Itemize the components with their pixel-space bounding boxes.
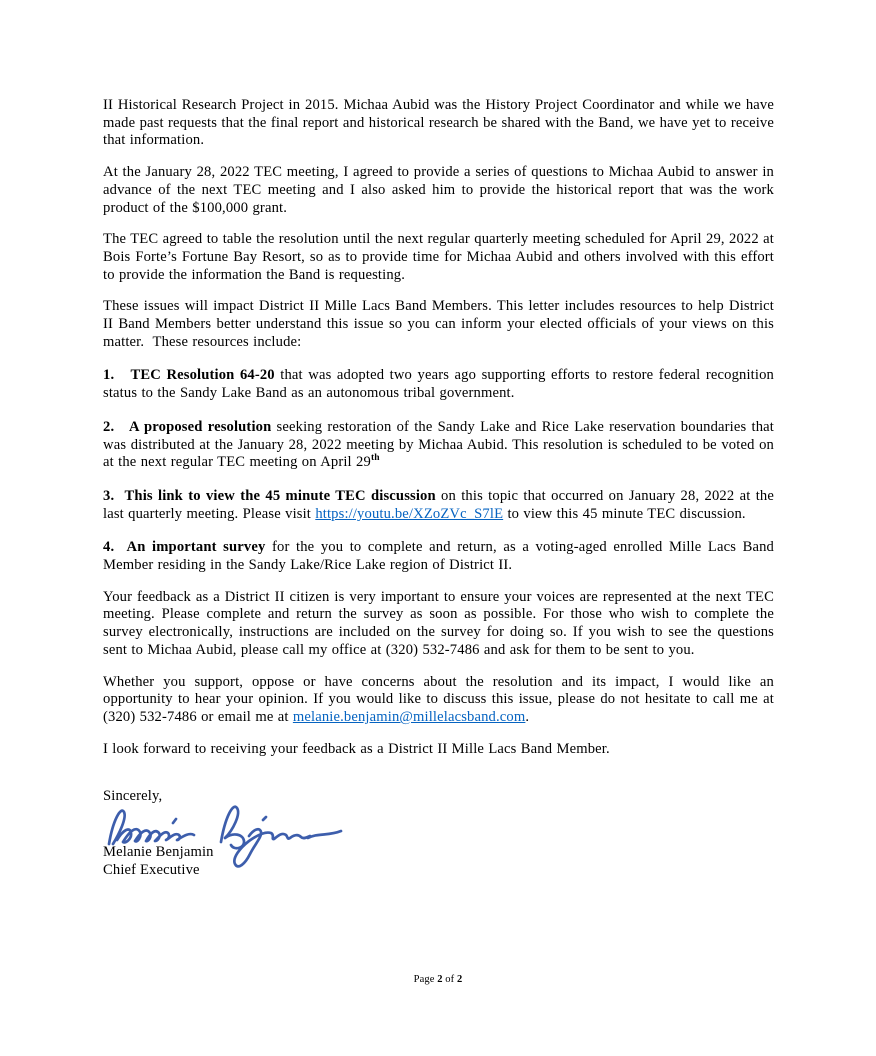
- youtube-link[interactable]: https://youtu.be/XZoZVc_S7lE: [315, 505, 504, 522]
- paragraph-3: [103, 231, 774, 284]
- footer-total-pages: 2: [456, 974, 463, 985]
- footer-current-page: 2: [437, 974, 443, 985]
- page-footer: [0, 974, 876, 985]
- list-item-4: [103, 539, 774, 574]
- paragraph-6: [103, 674, 774, 727]
- letter-body: [103, 97, 774, 880]
- text-run: The TEC agreed to table the resolution until the next regular quarterly meeting scheduled for April 29, 2022 at Bois Forte’s Fortune Bay Resort, so as to provide time for Michaa Aubid and others involved with this effort to provide the information the Band is requesting.: [103, 231, 774, 283]
- footer-page-label: Page: [413, 974, 438, 985]
- text-run: Whether you support, oppose or have concerns about the resolution and its impact, I would like an opportunity to hear your opinion. If you would like to discuss this issue, please do not hesitate to call me at (320) 532-7486 or email me at: [103, 673, 774, 725]
- signer-title: Chief Executive: [103, 861, 200, 878]
- text-run: seeking restoration of the Sandy Lake and Rice Lake reservation boundaries that was distributed at the January 28, 2022 meeting by Michaa Aubid. This resolution is scheduled to be voted on at the next regular TEC meeting on April 29: [103, 418, 774, 471]
- text-run: .: [525, 708, 530, 725]
- closing-salutation: Sincerely,: [103, 788, 163, 805]
- closing-block: [103, 788, 774, 879]
- list-item-2: [103, 419, 774, 472]
- text-run: th: [370, 453, 380, 464]
- paragraph-1: [103, 97, 774, 150]
- text-run: on this topic that occurred on January 28, 2022 at the last quarterly meeting. Please visit: [103, 487, 774, 522]
- text-run: that was adopted two years ago supporting efforts to restore federal recognition status to the Sandy Lake Band as an autonomous tribal government.: [103, 367, 774, 402]
- paragraph-7: [103, 741, 774, 759]
- text-run: 2. A proposed resolution: [103, 418, 272, 435]
- text-run: Your feedback as a District II citizen is very important to ensure your voices are represented at the next TEC meeting. Please complete and return the survey as soon as possible. For those who wish to complete the survey electronically, instructions are included on the survey for doing so. If you wish to see the questions sent to Michaa Aubid, please call my office at (320) 532-7486 and ask for them to be sent to you.: [103, 588, 774, 658]
- email-link[interactable]: melanie.benjamin@millelacsband.com: [292, 708, 526, 725]
- list-item-3: [103, 488, 774, 523]
- footer-of-label: of: [442, 974, 457, 985]
- text-run: 3. This link to view the 45 minute TEC discussion: [103, 487, 436, 504]
- text-run: II Historical Research Project in 2015. Michaa Aubid was the History Project Coordinator and while we have made past requests that the final report and historical research be shared with the Band, we have yet to receive that information.: [103, 97, 774, 149]
- paragraph-5: [103, 589, 774, 660]
- text-run: At the January 28, 2022 TEC meeting, I agreed to provide a series of questions to Michaa Aubid to answer in advance of the next TEC meeting and I also asked him to provide the historical report that was the work product of the $100,000 grant.: [103, 164, 774, 216]
- text-run: to view this 45 minute TEC discussion.: [503, 505, 746, 522]
- text-run: These issues will impact District II Mille Lacs Band Members. This letter includes resources to help District II Band Members better understand this issue so you can inform your elected officials of your views on this matter. These resources include:: [103, 298, 774, 350]
- paragraph-4: [103, 298, 774, 351]
- signed-name: Melanie Benjamin: [103, 844, 214, 861]
- paragraph-2: [103, 164, 774, 217]
- text-run: 4. An important survey: [103, 539, 266, 556]
- text-run: 1. TEC Resolution 64-20: [103, 367, 275, 384]
- text-run: for the you to complete and return, as a voting-aged enrolled Mille Lacs Band Member residing in the Sandy Lake/Rice Lake region of District II.: [103, 539, 775, 574]
- text-run: I look forward to receiving your feedback as a District II Mille Lacs Band Member.: [103, 740, 610, 757]
- list-item-1: [103, 367, 774, 402]
